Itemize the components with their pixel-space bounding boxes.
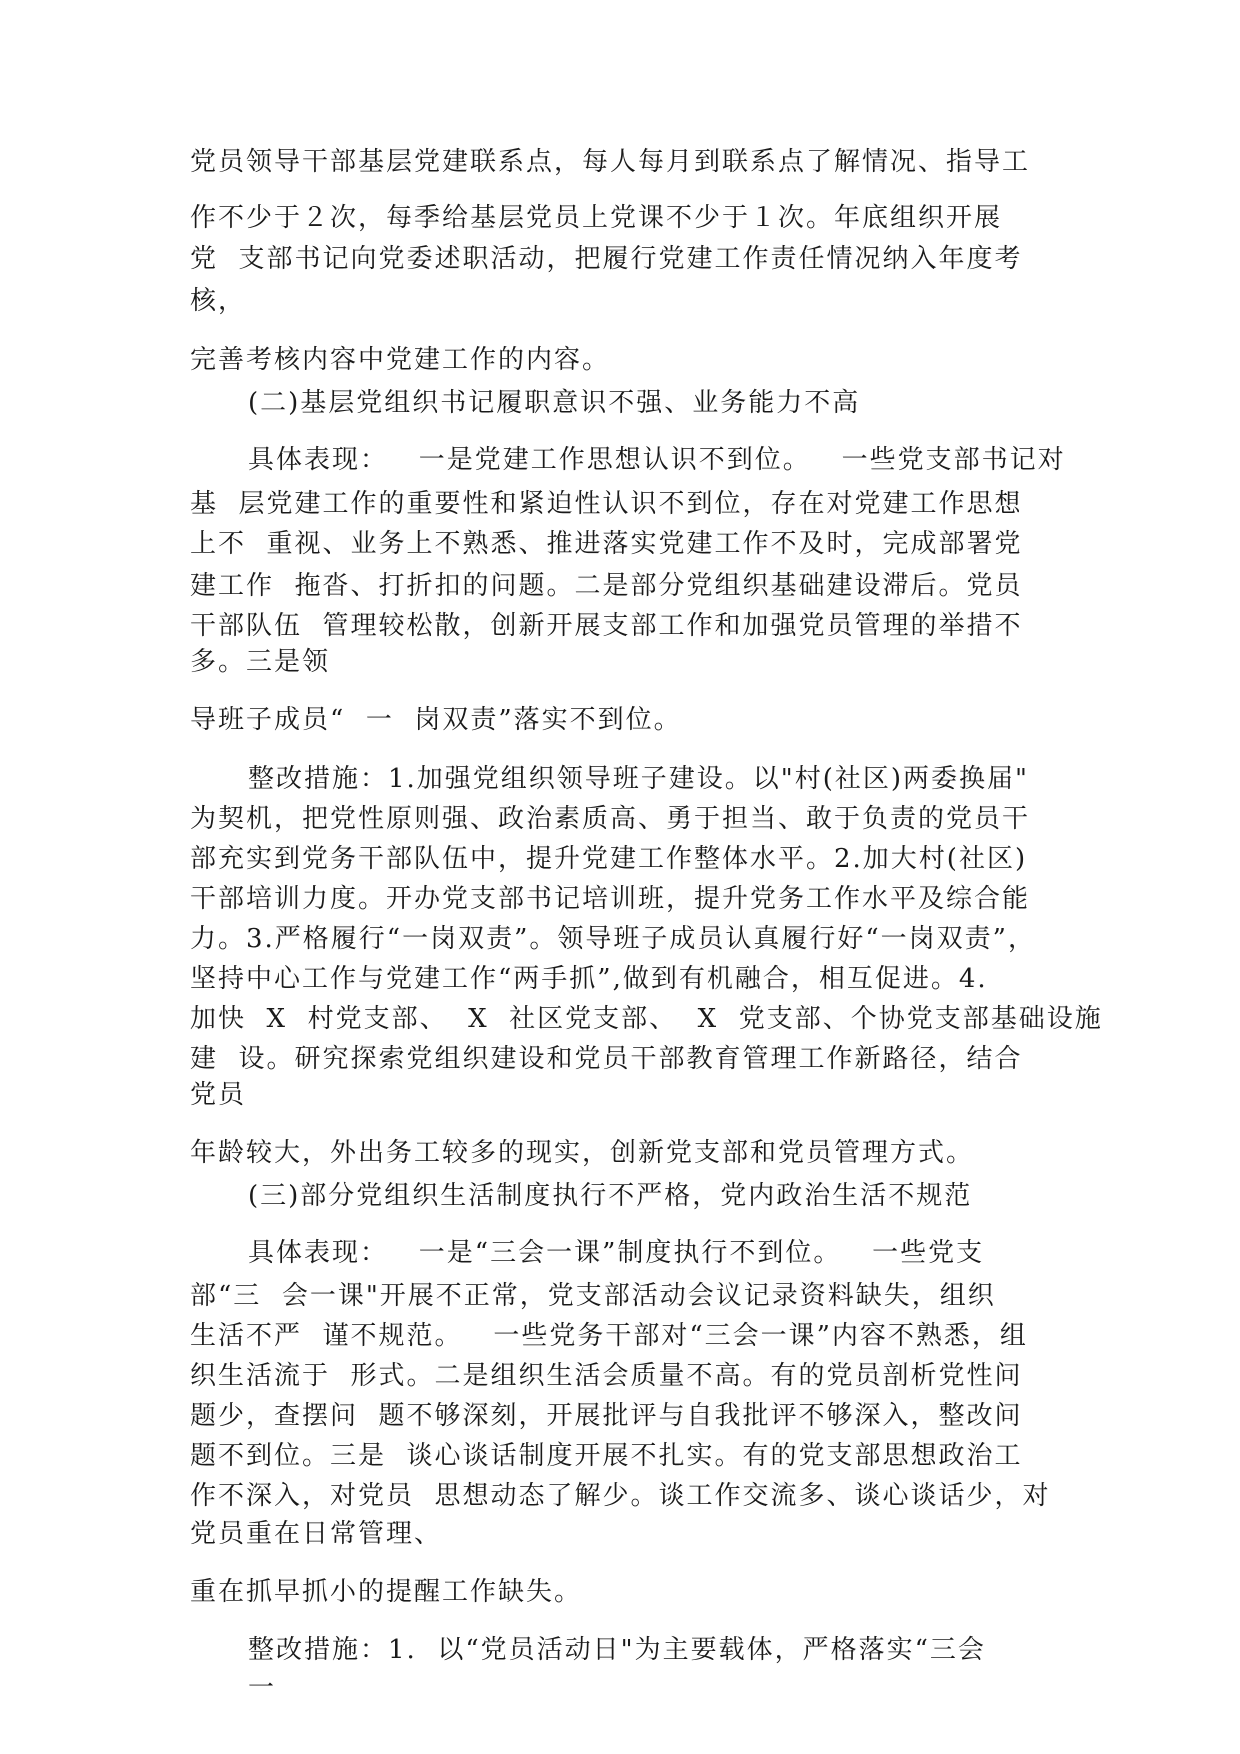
body-line: 党 支部书记向党委述职活动，把履行党建工作责任情况纳入年度考: [190, 244, 1023, 274]
body-line: 作不深入，对党员 思想动态了解少。谈工作交流多、谈心谈话少，对: [190, 1481, 1051, 1511]
body-line: 生活不严 谨不规范。 一些党务干部对“三会一课”内容不熟悉，组: [190, 1321, 1028, 1351]
body-line: 重在抓早抓小的提醒工作缺失。: [190, 1577, 583, 1607]
body-line: 坚持中心工作与党建工作“两手抓”,做到有机融合，相互促进。4.: [190, 964, 988, 994]
body-line: 干部队伍 管理较松散，创新开展支部工作和加强党员管理的举措不: [190, 611, 1023, 641]
body-line: 作不少于２次，每季给基层党员上党课不少于１次。年底组织开展: [190, 203, 1003, 233]
section-heading: (二)基层党组织书记履职意识不强、业务能力不高: [248, 388, 861, 418]
body-line: 党员: [190, 1080, 247, 1110]
body-line: 部充实到党务干部队伍中，提升党建工作整体水平。2.加大村(社区): [190, 844, 1028, 874]
body-line: 建 设。研究探索党组织建设和党员干部教育管理工作新路径，结合: [190, 1044, 1023, 1074]
body-line: 党员重在日常管理、: [190, 1519, 443, 1549]
body-line: 部“三 会一课"开展不正常，党支部活动会议记录资料缺失，组织: [190, 1281, 996, 1311]
body-line: 一: [248, 1673, 277, 1703]
body-line: 力。3.严格履行“一岗双责”。领导班子成员认真履行好“一岗双责”，: [190, 924, 1036, 954]
body-line: 题少，查摆问 题不够深刻，开展批评与自我批评不够深入，整改问: [190, 1401, 1023, 1431]
body-line: 具体表现： 一是“三会一课”制度执行不到位。 一些党支: [248, 1238, 985, 1268]
body-line: 具体表现： 一是党建工作思想认识不到位。 一些党支部书记对: [248, 445, 1066, 475]
body-line: 党员领导干部基层党建联系点，每人每月到联系点了解情况、指导工: [190, 147, 1031, 177]
body-line: 核，: [190, 286, 247, 316]
body-line: 多。三是领: [190, 647, 331, 677]
body-line: 年龄较大，外出务工较多的现实，创新党支部和党员管理方式。: [190, 1138, 975, 1168]
body-line: 整改措施：1.加强党组织领导班子建设。以"村(社区)两委换届": [248, 764, 1030, 794]
body-line: 加快 X 村党支部、 X 社区党支部、 X 党支部、个协党支部基础设施: [190, 1004, 1103, 1034]
body-line: 整改措施：1. 以“党员活动日"为主要载体，严格落实“三会: [248, 1635, 986, 1665]
body-line: 上不 重视、业务上不熟悉、推进落实党建工作不及时，完成部署党: [190, 529, 1023, 559]
body-line: 干部培训力度。开办党支部书记培训班，提升党务工作水平及综合能: [190, 884, 1031, 914]
body-line: 完善考核内容中党建工作的内容。: [190, 345, 611, 375]
body-line: 织生活流于 形式。二是组织生活会质量不高。有的党员剖析党性问: [190, 1361, 1023, 1391]
section-heading: (三)部分党组织生活制度执行不严格，党内政治生活不规范: [248, 1181, 973, 1211]
body-line: 题不到位。三是 谈心谈话制度开展不扎实。有的党支部思想政治工: [190, 1441, 1023, 1471]
body-line: 为契机，把党性原则强、政治素质高、勇于担当、敢于负责的党员干: [190, 804, 1031, 834]
body-line: 基 层党建工作的重要性和紧迫性认识不到位，存在对党建工作思想: [190, 489, 1023, 519]
body-line: 导班子成员“ 一 岗双责”落实不到位。: [190, 705, 682, 735]
body-line: 建工作 拖沓、打折扣的问题。二是部分党组织基础建设滞后。党员: [190, 571, 1023, 601]
